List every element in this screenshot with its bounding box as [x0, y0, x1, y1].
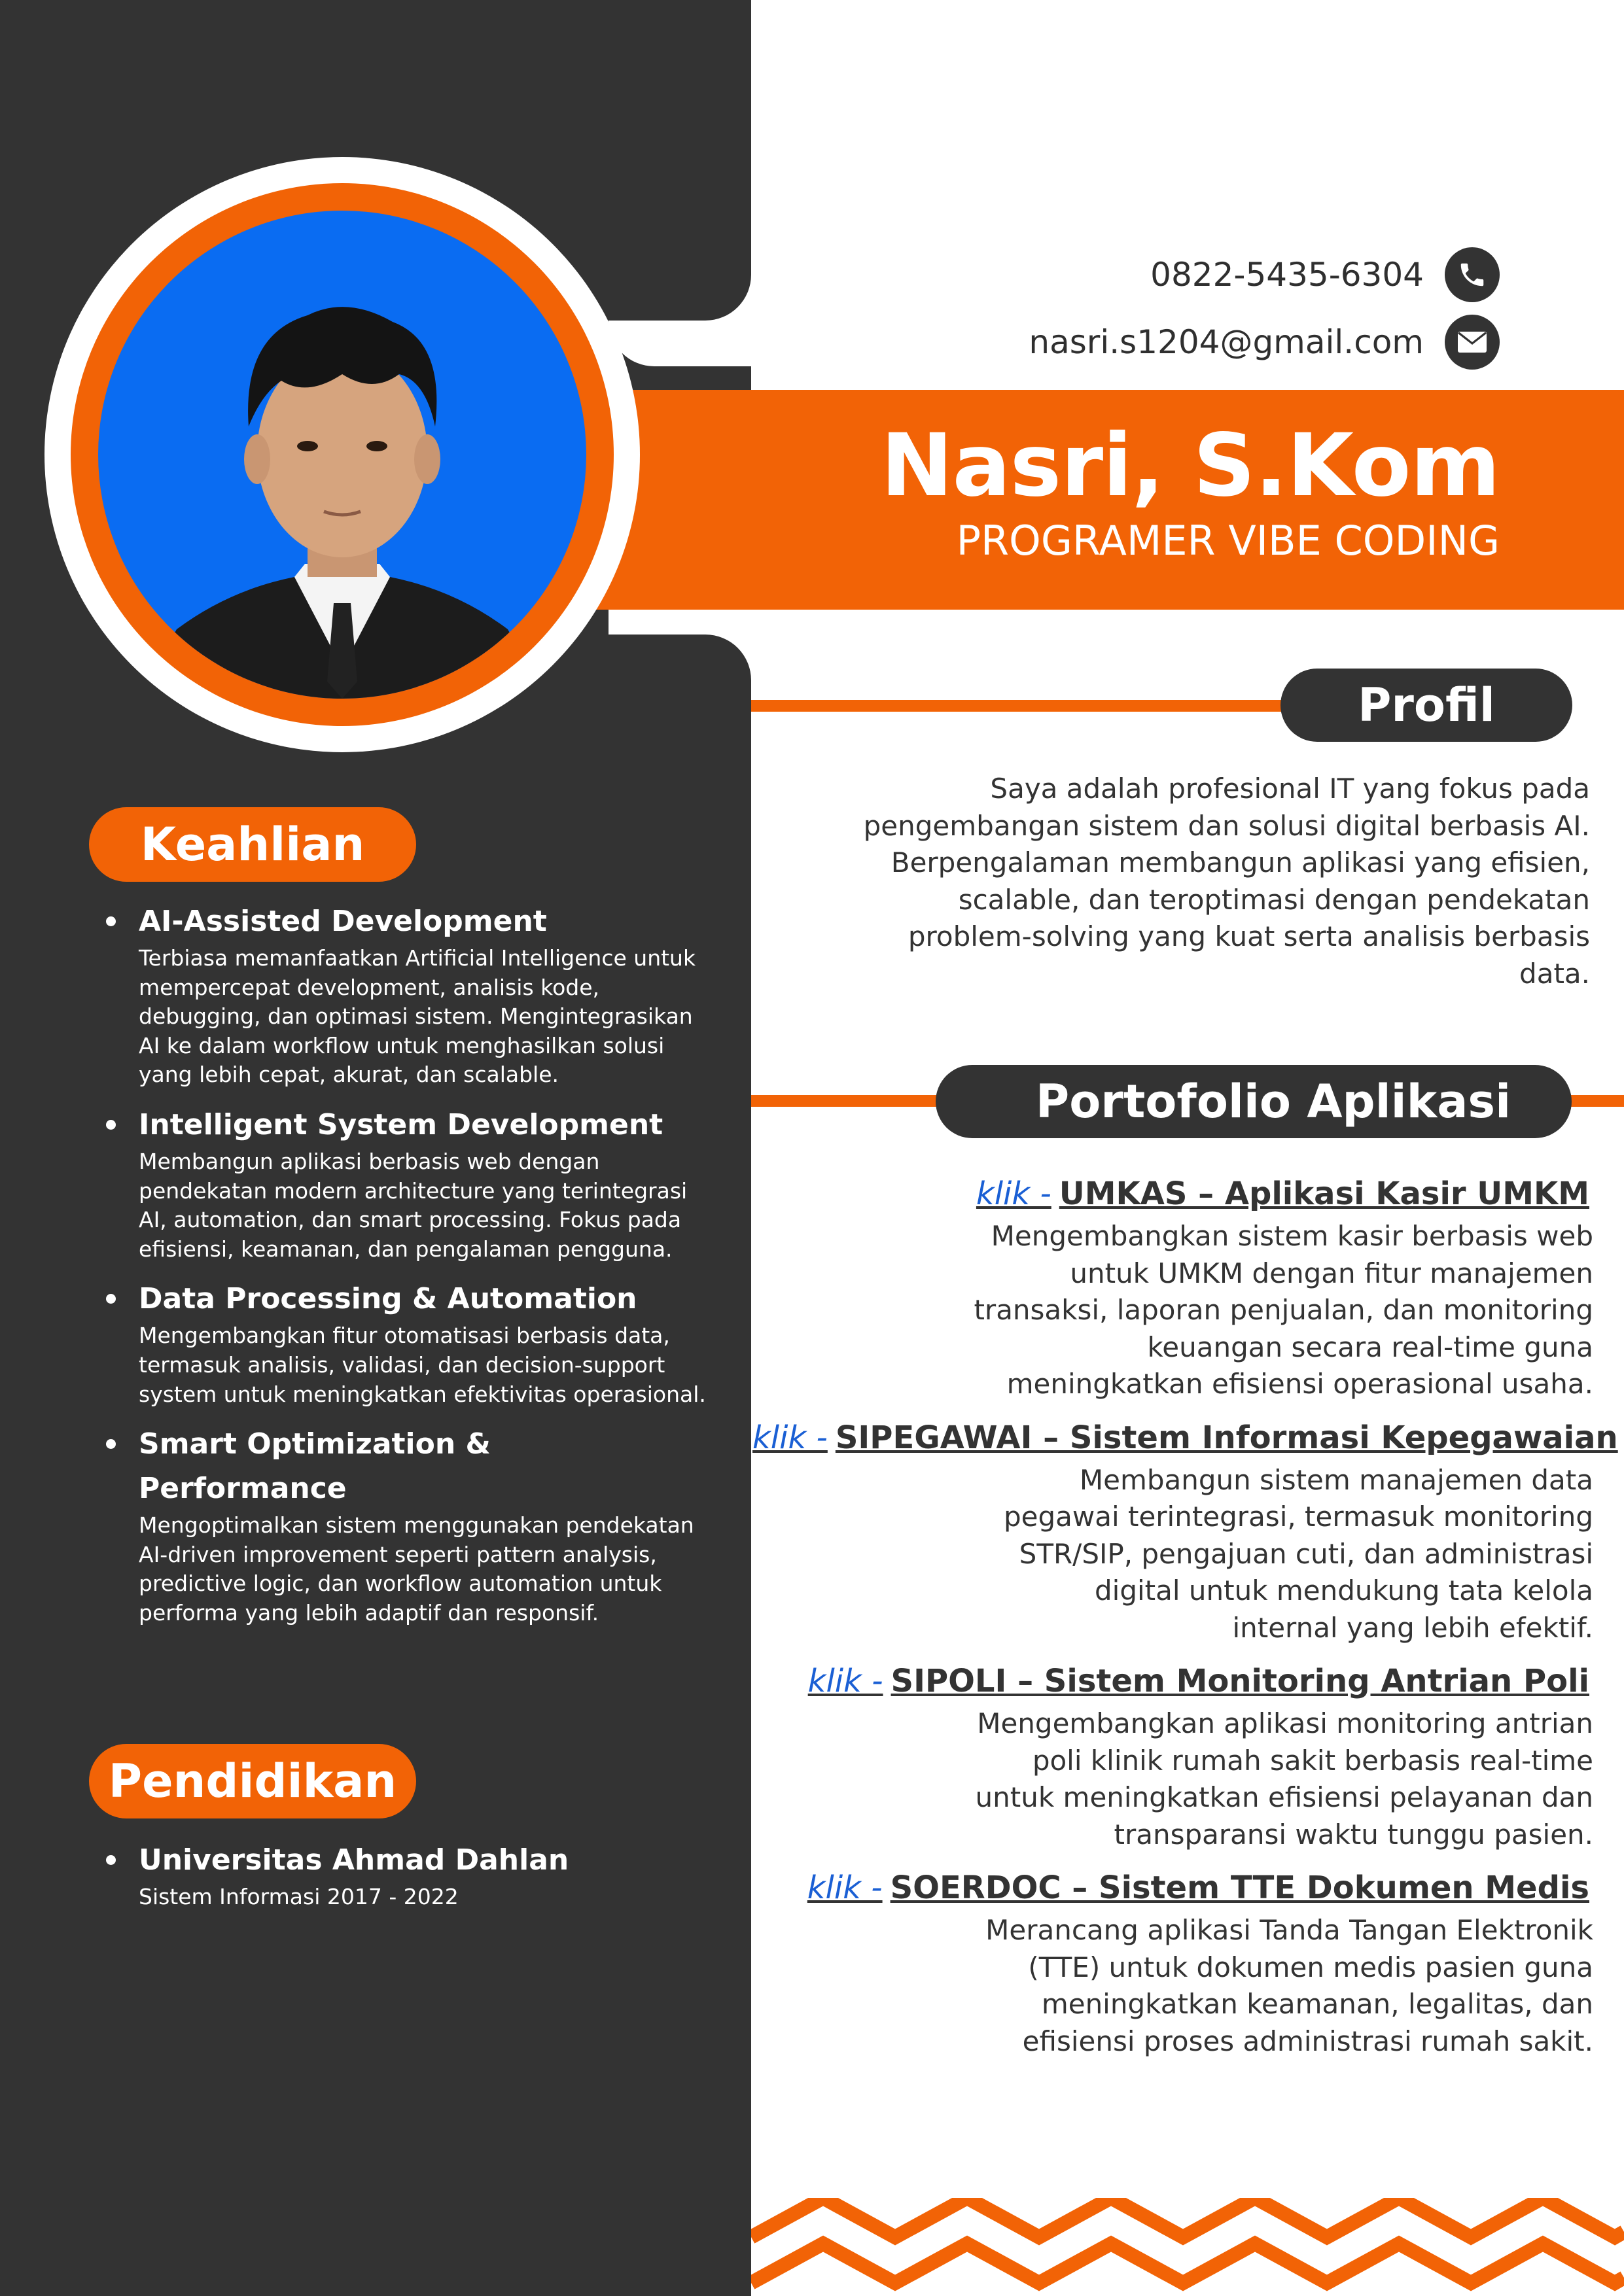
- skill-item: [98, 1422, 707, 1627]
- education-detail: Sistem Informasi 2017 - 2022: [139, 1884, 459, 1909]
- profile-photo: [98, 211, 586, 699]
- phone-icon: [1445, 247, 1500, 302]
- education-list: [98, 1838, 707, 1925]
- skill-desc: Mengembangkan fitur otomatisasi berbasis data, termasuk analisis, validasi, dan decision-support system untuk meningkatkan efektivitas operasional.: [139, 1323, 706, 1407]
- portfolio-title: SOERDOC – Sistem TTE Dokumen Medis: [890, 1870, 1589, 1906]
- skill-desc: Mengoptimalkan sistem menggunakan pendekatan AI-driven improvement seperti pattern analysis, predictive logic, dan workflow automation untuk performa yang lebih adaptif dan responsif.: [139, 1512, 694, 1626]
- portfolio-title: UMKAS – Aplikasi Kasir UMKM: [1059, 1175, 1589, 1212]
- mail-icon: [1445, 315, 1500, 370]
- skill-item: [98, 1103, 707, 1264]
- phone-number: 0822-5435-6304: [1150, 256, 1424, 294]
- profile-heading: Profil: [1280, 669, 1572, 742]
- profile-divider: [751, 700, 1353, 712]
- portfolio-heading: Portofolio Aplikasi: [936, 1065, 1572, 1138]
- skills-heading: Keahlian: [89, 807, 416, 882]
- sidebar-notch-bottom-fill: [563, 635, 751, 765]
- education-school: Universitas Ahmad Dahlan: [139, 1843, 569, 1877]
- portfolio-link[interactable]: klik -: [752, 1419, 828, 1456]
- contact-email-row: [1029, 315, 1500, 370]
- portfolio-desc: Mengembangkan aplikasi monitoring antrian poli klinik rumah sakit berbasis real-time untuk meningkatkan efisiensi pelayanan dan transparansi waktu tunggu pasien.: [975, 1707, 1593, 1851]
- skill-desc: Terbiasa memanfaatkan Artificial Intelligence untuk mempercepat development, analisis kode, debugging, dan optimasi sistem. Mengintegrasikan AI ke dalam workflow untuk menghasilkan solusi yang lebih cepat, akurat, dan scalable.: [139, 945, 696, 1088]
- portfolio-desc: Mengembangkan sistem kasir berbasis web untuk UMKM dengan fitur manajemen transaksi, laporan penjualan, dan monitoring keuangan secara real-time guna meningkatkan efisiensi operasional usaha.: [974, 1220, 1593, 1400]
- portfolio-item: [752, 1657, 1593, 1853]
- portfolio-link[interactable]: klik -: [807, 1663, 883, 1699]
- skill-title: AI-Assisted Development: [139, 905, 547, 938]
- portfolio-title: SIPOLI – Sistem Monitoring Antrian Poli: [891, 1663, 1589, 1699]
- portfolio-list: [752, 1170, 1618, 2070]
- skills-list: [98, 899, 707, 1641]
- sidebar-notch-fill: [609, 0, 751, 321]
- skill-item: [98, 1277, 707, 1409]
- skill-item: [98, 899, 707, 1090]
- portfolio-link[interactable]: klik -: [807, 1870, 883, 1906]
- profile-text: Saya adalah profesional IT yang fokus pada pengembangan sistem dan solusi digital berbasis AI. Berpengalaman membangun aplikasi yang efisien, scalable, dan teroptimasi dengan pendekatan problem-solving yang kuat serta analisis berbasis data.: [863, 773, 1590, 990]
- skill-desc: Membangun aplikasi berbasis web dengan pendekatan modern architecture yang terintegrasi AI, automation, dan smart processing. Fokus pada efisiensi, keamanan, dan pengalaman pengguna.: [139, 1148, 688, 1262]
- email-address: nasri.s1204@gmail.com: [1029, 323, 1424, 361]
- portfolio-item: [752, 1414, 1618, 1647]
- job-title: PROGRAMER VIBE CODING: [956, 517, 1500, 565]
- skill-title: Smart Optimization & Performance: [139, 1427, 491, 1506]
- portfolio-desc: Merancang aplikasi Tanda Tangan Elektronik (TTE) untuk dokumen medis pasien guna meningkatkan keamanan, legalitas, dan efisiensi proses administrasi rumah sakit.: [985, 1914, 1593, 2057]
- portfolio-link[interactable]: klik -: [976, 1175, 1051, 1212]
- portfolio-item: [752, 1170, 1593, 1403]
- skill-title: Data Processing & Automation: [139, 1282, 637, 1316]
- contact-phone-row: [1150, 247, 1500, 302]
- person-name: Nasri, S.Kom: [881, 415, 1500, 516]
- zigzag-decoration: [751, 2198, 1624, 2296]
- portfolio-item: [752, 1864, 1593, 2060]
- skill-title: Intelligent System Development: [139, 1107, 663, 1141]
- education-heading: Pendidikan: [89, 1744, 416, 1818]
- portfolio-desc: Membangun sistem manajemen data pegawai terintegrasi, termasuk monitoring STR/SIP, pengajuan cuti, dan administrasi digital untuk mendukung tata kelola internal yang lebih efektif.: [1003, 1463, 1593, 1644]
- portfolio-title: SIPEGAWAI – Sistem Informasi Kepegawaian: [835, 1419, 1618, 1456]
- education-item: [98, 1838, 707, 1912]
